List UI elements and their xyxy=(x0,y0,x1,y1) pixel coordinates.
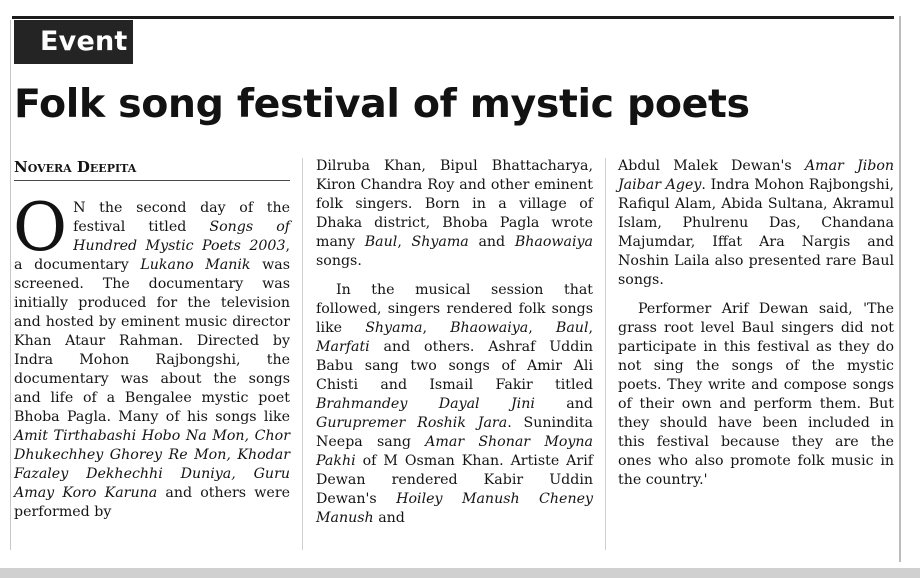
text-run: . Indra Mohon Rajbongshi, Rafiqul Alam, Abida Sultana, Akramul Islam, Phulrenu Das, Chandana Majumdar, Iffat Ara Nargis and Noshin Laila also presented rare Baul songs. xyxy=(618,177,894,288)
right-border xyxy=(899,16,901,562)
column-divider xyxy=(605,158,606,550)
italic-title: Amar Shonar Moyna Pakhi xyxy=(316,434,593,469)
italic-title: Marfati xyxy=(316,339,370,355)
text-run: , a documentary xyxy=(14,238,290,273)
drop-cap: O xyxy=(13,189,68,266)
text-run: Abdul Malek Dewan's xyxy=(618,158,805,174)
italic-title: Gurupremer Roshik Jara xyxy=(316,415,508,431)
text-run: songs. xyxy=(316,253,362,269)
text-run: and xyxy=(534,396,593,412)
text-run: , xyxy=(528,320,556,336)
text-run: , xyxy=(422,320,451,336)
text-run: and others were performed by xyxy=(14,485,290,520)
text-run: and xyxy=(373,510,405,526)
italic-title: Baul xyxy=(364,234,398,250)
text-run: Dilruba Khan, Bipul Bhattacharya, Kiron Chandra Roy and other eminent folk singers. Born in a village of Dhaka district, Bhoba Pagla wrote many xyxy=(316,158,593,250)
italic-title: Shyama xyxy=(411,234,469,250)
italic-title: Bhaowaiya xyxy=(514,234,593,250)
italic-title: Bhaowaiya xyxy=(450,320,529,336)
italic-title: Lukano Manik xyxy=(140,257,251,273)
text-run: N the second day of the festival titled xyxy=(73,200,290,235)
byline-rule xyxy=(14,180,290,181)
section-label: Event xyxy=(14,20,133,64)
text-run: , xyxy=(397,234,412,250)
headline: Folk song festival of mystic poets xyxy=(14,81,750,127)
italic-title: Brahmandey Dayal Jini xyxy=(316,396,535,412)
italic-title: Baul xyxy=(555,320,589,336)
article-column-1 xyxy=(13,189,290,522)
text-run: of M Osman Khan. Artiste Arif Dewan rendered Kabir Uddin Dewan's xyxy=(316,453,593,507)
text-run: and xyxy=(468,234,515,250)
article-column-3 xyxy=(618,157,894,490)
italic-title: Hoiley Manush Cheney Manush xyxy=(316,491,593,526)
italic-title: Amit Tirthabashi Hobo Na Mon, Chor Dhukechhey Ghorey Re Mon, Khodar Fazaley Dekhechhi Duniya, Guru Amay Koro Karuna xyxy=(14,428,290,501)
text-run: . Sunindita Neepa sang xyxy=(316,415,594,450)
text-run: Performer Arif Dewan said, 'The grass root level Baul singers did not participate in this festival as they do not sing the songs of the mystic poets. They write and compose songs of their own and perform them. But they should have been included in this festival because they are the ones who also promote folk music in the country.' xyxy=(618,301,894,488)
article-paragraph xyxy=(13,189,290,522)
text-run: , xyxy=(588,320,593,336)
byline-author: Novera Deepita xyxy=(14,158,137,176)
text-run: was screened. The documentary was initially produced for the television and hosted by eminent music director Khan Ataur Rahman. Directed by Indra Mohon Rajbongshi, the documentary was about the songs and life of a Bengalee mystic poet Bhoba Pagla. Many of his songs like xyxy=(14,257,290,425)
article-paragraph xyxy=(316,281,593,528)
byline xyxy=(14,156,136,178)
article-paragraph xyxy=(618,157,894,290)
text-run: In the musical session that followed, singers rendered folk songs like xyxy=(316,282,593,336)
bottom-band xyxy=(0,568,920,578)
top-rule xyxy=(12,16,894,19)
text-run: and others. Ashraf Uddin Babu sang two songs of Amir Ali Chisti and Ismail Fakir titled xyxy=(316,339,593,393)
article-column-2 xyxy=(316,157,593,528)
article-paragraph xyxy=(316,157,593,271)
italic-title: Shyama xyxy=(365,320,423,336)
left-border xyxy=(10,20,11,550)
italic-title: Songs of Hundred Mystic Poets 2003 xyxy=(73,219,290,254)
column-divider xyxy=(302,158,303,550)
article-paragraph xyxy=(618,300,894,490)
italic-title: Amar Jibon Jaibar Agey xyxy=(618,158,894,193)
